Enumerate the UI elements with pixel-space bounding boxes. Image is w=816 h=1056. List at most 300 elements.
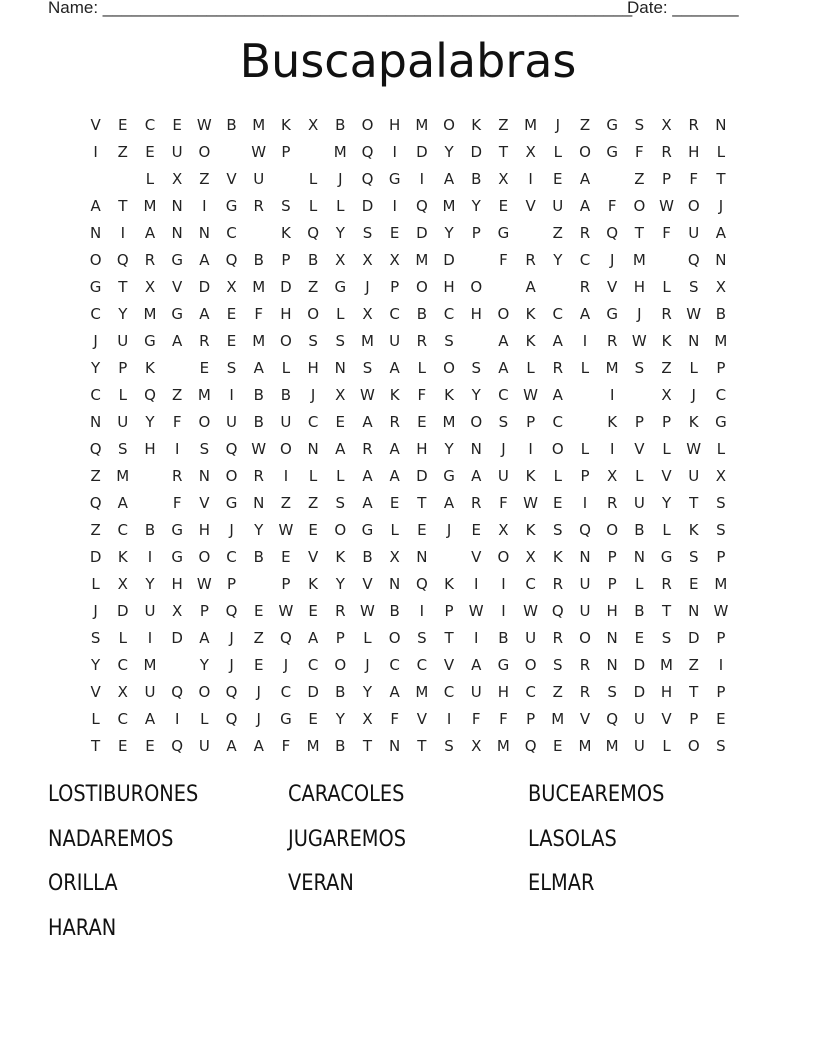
grid-cell: T [362, 737, 373, 755]
grid-cell: C [307, 656, 319, 674]
grid-cell: O [470, 278, 483, 296]
grid-cell: G [225, 494, 238, 512]
grid-cell: M [632, 251, 646, 269]
grid-cell: M [415, 251, 429, 269]
grid-cell: N [633, 548, 645, 566]
grid-cell: B [335, 737, 346, 755]
grid-cell: W [523, 386, 539, 404]
grid-cell: Q [551, 602, 564, 620]
grid-cell: N [606, 629, 618, 647]
grid-cell: L [553, 143, 562, 161]
grid-cell: G [715, 413, 727, 431]
grid-cell: U [579, 602, 591, 620]
grid-cell: T [118, 197, 128, 215]
grid-cell: U [470, 683, 482, 701]
grid-cell: E [308, 602, 318, 620]
grid-cell: N [198, 224, 210, 242]
grid-cell: P [662, 170, 672, 188]
grid-cell: K [525, 305, 536, 323]
grid-cell: Q [307, 224, 319, 242]
grid-cell: O [470, 413, 483, 431]
grid-cell: D [307, 683, 319, 701]
grid-cell: B [715, 305, 727, 323]
grid-cell: Z [117, 143, 128, 161]
grid-cell: Q [89, 494, 102, 512]
grid-cell: O [579, 143, 591, 161]
grid-row [82, 410, 742, 437]
grid-cell [435, 545, 462, 572]
grid-cell: J [555, 116, 560, 134]
grid-cell: T [689, 683, 699, 701]
grid-cell: L [635, 575, 644, 593]
grid-cell: Q [606, 224, 619, 242]
grid-cell [490, 275, 517, 302]
grid-cell: M [415, 116, 429, 134]
grid-cell [571, 410, 598, 437]
grid-cell: W [360, 386, 375, 404]
grid-cell: T [417, 494, 427, 512]
grid-cell: X [307, 116, 319, 134]
grid-cell: L [689, 359, 698, 377]
grid-cell: Q [361, 170, 374, 188]
grid-cell: U [389, 332, 401, 350]
grid-cell: D [416, 467, 428, 485]
grid-cell: D [117, 602, 129, 620]
grid-cell: M [360, 332, 374, 350]
grid-cell: D [280, 278, 292, 296]
grid-cell: G [443, 467, 455, 485]
grid-cell: A [471, 656, 482, 674]
grid-row [82, 437, 742, 464]
grid-cell: Q [579, 521, 591, 539]
grid-cell: P [281, 143, 291, 161]
header [48, 0, 748, 20]
grid-cell: Y [444, 440, 454, 458]
word-list-row [48, 780, 768, 825]
grid-cell: Q [225, 683, 238, 701]
grid-cell: O [388, 629, 401, 647]
word-list-item: LASOLAS [528, 826, 617, 852]
grid-cell: G [606, 143, 618, 161]
grid-cell: E [281, 548, 291, 566]
grid-cell: K [525, 332, 536, 350]
grid-cell: W [523, 602, 539, 620]
word-list-item: ELMAR [528, 871, 595, 896]
grid-cell: A [389, 359, 400, 377]
grid-cell: M [252, 278, 266, 296]
grid-cell: R [389, 413, 400, 431]
grid-cell: J [365, 656, 370, 674]
grid-cell: M [252, 116, 266, 134]
name-label: Name: ________________________________________________________ [48, 0, 633, 17]
grid-cell: H [144, 440, 156, 458]
date-label: Date: _______ [627, 0, 739, 17]
grid-cell: Z [688, 656, 699, 674]
grid-cell: L [336, 197, 345, 215]
grid-cell: T [661, 602, 672, 620]
grid-cell: S [634, 359, 645, 377]
grid-cell: Q [225, 602, 238, 620]
grid-cell: I [392, 143, 397, 161]
grid-cell: Z [307, 494, 319, 512]
grid-cell: P [716, 359, 726, 377]
grid-cell: S [444, 737, 454, 755]
grid-cell: P [526, 710, 536, 728]
grid-cell: I [147, 629, 153, 647]
grid-cell: D [198, 278, 211, 296]
grid-cell: Y [145, 413, 155, 431]
grid-cell: R [552, 629, 563, 647]
grid-cell: N [171, 197, 183, 215]
grid-cell: C [552, 305, 564, 323]
grid-cell: Y [444, 224, 454, 242]
grid-cell: P [662, 413, 672, 431]
grid-cell: Z [90, 467, 101, 485]
grid-cell: F [471, 710, 481, 728]
grid-cell: J [256, 710, 261, 728]
grid-cell: C [90, 305, 101, 323]
grid-cell: A [498, 359, 509, 377]
grid-cell: W [686, 440, 702, 458]
grid-cell: B [416, 305, 427, 323]
grid-cell: X [661, 386, 672, 404]
grid-cell: R [362, 440, 373, 458]
grid-cell: G [606, 116, 618, 134]
grid-cell: R [525, 251, 536, 269]
grid-cell: O [551, 440, 564, 458]
grid-cell: C [117, 656, 129, 674]
grid-cell: X [715, 467, 727, 485]
word-list-row [48, 869, 768, 914]
grid-cell: Y [335, 224, 345, 242]
grid-cell: O [687, 197, 700, 215]
grid-cell: F [390, 710, 399, 728]
grid-cell: S [199, 440, 210, 458]
grid-row [82, 599, 742, 626]
grid-cell: D [416, 143, 428, 161]
grid-cell: R [552, 359, 563, 377]
grid-cell: O [280, 440, 292, 458]
grid-cell: T [498, 143, 508, 161]
grid-cell: X [525, 548, 536, 566]
grid-cell: Z [552, 224, 563, 242]
grid-row [82, 518, 742, 545]
grid-row [82, 221, 742, 248]
grid-cell: O [225, 467, 238, 485]
grid-cell: Q [225, 251, 238, 269]
grid-cell: A [362, 494, 373, 512]
grid-cell: N [307, 440, 319, 458]
grid-cell: A [552, 386, 563, 404]
grid-cell: Q [524, 737, 537, 755]
grid-cell: E [335, 413, 346, 431]
grid-cell: M [605, 359, 619, 377]
grid-cell: Q [606, 710, 619, 728]
grid-row [82, 275, 742, 302]
grid-cell: C [552, 413, 564, 431]
grid-cell: L [281, 359, 291, 377]
grid-cell: G [171, 521, 183, 539]
grid-cell: V [307, 548, 319, 566]
grid-cell: S [607, 683, 617, 701]
grid-cell: K [688, 521, 699, 539]
grid-cell: R [144, 251, 156, 269]
grid-cell [136, 491, 163, 518]
grid-cell: M [442, 413, 456, 431]
grid-cell: V [362, 575, 373, 593]
grid-cell: U [633, 494, 645, 512]
grid-cell: I [582, 494, 588, 512]
grid-cell: N [470, 440, 482, 458]
grid-cell: L [200, 710, 209, 728]
grid-row [82, 383, 742, 410]
grid-cell: X [172, 170, 183, 188]
grid-cell: F [172, 413, 182, 431]
grid-cell: Y [145, 575, 155, 593]
grid-cell: W [468, 602, 484, 620]
grid-cell: O [334, 521, 347, 539]
grid-cell: Q [687, 251, 700, 269]
grid-cell: I [93, 143, 98, 161]
grid-cell [517, 221, 544, 248]
grid-cell: D [416, 224, 428, 242]
grid-cell: B [280, 386, 292, 404]
grid-cell: L [308, 197, 318, 215]
grid-cell: V [471, 548, 482, 566]
grid-cell: R [199, 332, 210, 350]
grid-cell: F [499, 494, 508, 512]
grid-cell: G [388, 170, 401, 188]
grid-cell: G [497, 656, 510, 674]
grid-cell: L [716, 440, 726, 458]
grid-cell: J [310, 386, 316, 404]
word-list-item: JUGAREMOS [288, 826, 407, 852]
grid-row [82, 653, 742, 680]
grid-cell: Y [335, 710, 345, 728]
grid-cell: F [635, 143, 644, 161]
grid-cell: T [716, 170, 726, 188]
grid-cell: A [362, 467, 373, 485]
grid-cell: A [579, 305, 591, 323]
grid-cell: A [199, 629, 210, 647]
grid-cell: E [553, 737, 563, 755]
grid-cell: V [172, 278, 183, 296]
grid-cell: T [417, 737, 427, 755]
grid-cell: C [144, 116, 156, 134]
grid-cell: U [117, 413, 129, 431]
grid-cell: U [633, 710, 645, 728]
grid-cell: A [389, 440, 400, 458]
grid-cell: A [498, 332, 509, 350]
grid-cell: W [686, 305, 702, 323]
grid-cell: N [416, 548, 428, 566]
grid-cell: I [501, 575, 506, 593]
grid-cell: Z [280, 494, 292, 512]
grid-cell: C [117, 710, 129, 728]
grid-cell: Q [361, 143, 374, 161]
grid-cell: N [89, 413, 102, 431]
grid-cell: X [389, 251, 400, 269]
grid-cell: Y [199, 656, 209, 674]
grid-cell: L [91, 710, 100, 728]
grid-cell: I [174, 440, 180, 458]
grid-cell: A [253, 737, 264, 755]
grid-cell: H [416, 440, 428, 458]
grid-cell: I [392, 197, 397, 215]
grid-cell: J [338, 170, 343, 188]
grid-cell: A [226, 737, 237, 755]
grid-cell: W [631, 332, 647, 350]
grid-cell: H [171, 575, 183, 593]
grid-cell: D [171, 629, 183, 647]
grid-cell: K [552, 548, 563, 566]
grid-cell: A [525, 278, 536, 296]
grid-cell: G [361, 521, 374, 539]
grid-cell: Q [89, 440, 102, 458]
grid-cell: F [689, 170, 699, 188]
grid-cell: I [609, 440, 615, 458]
grid-cell: Q [171, 683, 184, 701]
word-list-item: LOSTIBURONES [48, 782, 199, 807]
grid-cell: L [580, 440, 590, 458]
grid-cell: N [89, 224, 102, 242]
grid-cell [272, 167, 299, 194]
grid-cell: P [444, 602, 454, 620]
grid-cell: B [253, 386, 264, 404]
grid-cell: T [118, 278, 128, 296]
grid-cell: K [444, 575, 454, 593]
grid-cell: S [226, 359, 237, 377]
grid-cell: K [607, 413, 618, 431]
grid-cell: C [443, 305, 455, 323]
grid-cell: V [443, 656, 455, 674]
grid-cell: M [578, 737, 592, 755]
grid-cell: O [687, 737, 700, 755]
grid-cell: S [444, 332, 454, 350]
grid-cell: H [389, 116, 401, 134]
grid-cell: Z [579, 116, 591, 134]
grid-cell: L [553, 467, 562, 485]
grid-cell: X [498, 170, 509, 188]
grid-cell: Q [225, 710, 238, 728]
grid-row [82, 194, 742, 221]
grid-cell: S [634, 116, 645, 134]
grid-cell: M [143, 305, 157, 323]
grid-cell [218, 140, 245, 167]
grid-cell: O [443, 116, 455, 134]
grid-cell: A [471, 467, 482, 485]
grid-cell: A [389, 683, 400, 701]
grid-cell: N [715, 116, 727, 134]
grid-cell: B [226, 116, 237, 134]
grid-cell: B [498, 629, 509, 647]
grid-cell: X [172, 602, 183, 620]
grid-cell: C [579, 251, 591, 269]
grid-row [82, 626, 742, 653]
grid-cell: J [637, 305, 642, 323]
grid-cell: L [91, 575, 100, 593]
grid-cell [245, 572, 272, 599]
grid-cell: P [118, 359, 128, 377]
grid-cell: V [416, 710, 427, 728]
grid-cell: K [145, 359, 155, 377]
grid-cell: X [362, 305, 373, 323]
grid-cell: F [172, 494, 182, 512]
grid-cell: V [634, 440, 645, 458]
grid-cell: I [609, 386, 615, 404]
grid-cell: M [714, 332, 728, 350]
grid-cell: C [416, 656, 428, 674]
grid-cell [109, 167, 136, 194]
grid-cell: R [661, 305, 672, 323]
grid-cell: B [634, 521, 645, 539]
grid-cell: A [199, 305, 210, 323]
grid-cell: S [362, 359, 373, 377]
grid-cell: X [607, 467, 618, 485]
grid-cell: U [226, 413, 238, 431]
grid-cell: K [688, 413, 699, 431]
grid-cell: J [283, 656, 289, 674]
grid-cell: V [525, 197, 536, 215]
grid-cell: G [334, 278, 347, 296]
grid-cell: P [634, 413, 644, 431]
grid-cell: Q [144, 386, 156, 404]
grid-cell: K [117, 548, 128, 566]
grid-cell: N [253, 494, 265, 512]
grid-cell: R [416, 332, 428, 350]
grid-cell: I [120, 224, 125, 242]
grid-row [82, 734, 742, 761]
grid-row [82, 464, 742, 491]
grid-cell: E [226, 305, 237, 323]
grid-cell: K [525, 521, 536, 539]
grid-cell: L [662, 737, 671, 755]
grid-cell: W [360, 602, 375, 620]
grid-cell: R [253, 197, 264, 215]
grid-cell: X [362, 251, 373, 269]
grid-cell: I [174, 710, 180, 728]
grid-cell: D [470, 143, 482, 161]
grid-cell: S [716, 494, 726, 512]
grid-cell: R [552, 575, 563, 593]
grid-cell: L [662, 278, 671, 296]
grid-cell: F [254, 305, 264, 323]
grid-cell: H [470, 305, 482, 323]
grid-cell: C [389, 305, 400, 323]
grid-cell: U [579, 575, 591, 593]
grid-cell: E [634, 629, 645, 647]
grid-cell: V [661, 710, 672, 728]
grid-cell: W [251, 143, 267, 161]
grid-cell: S [417, 629, 427, 647]
grid-cell: K [280, 116, 291, 134]
grid-cell: Z [498, 116, 509, 134]
grid-cell: Q [415, 575, 428, 593]
grid-cell: P [335, 629, 345, 647]
grid-cell: I [501, 602, 506, 620]
grid-cell: A [443, 170, 455, 188]
grid-cell: N [198, 467, 210, 485]
grid-cell: H [280, 305, 292, 323]
grid-cell: L [635, 467, 644, 485]
grid-cell: X [525, 143, 536, 161]
grid-cell: S [553, 656, 563, 674]
grid-cell: R [579, 656, 591, 674]
grid-cell: D [687, 629, 700, 647]
grid-cell: U [552, 197, 564, 215]
grid-cell: L [118, 629, 127, 647]
word-list-item: NADAREMOS [48, 826, 174, 852]
